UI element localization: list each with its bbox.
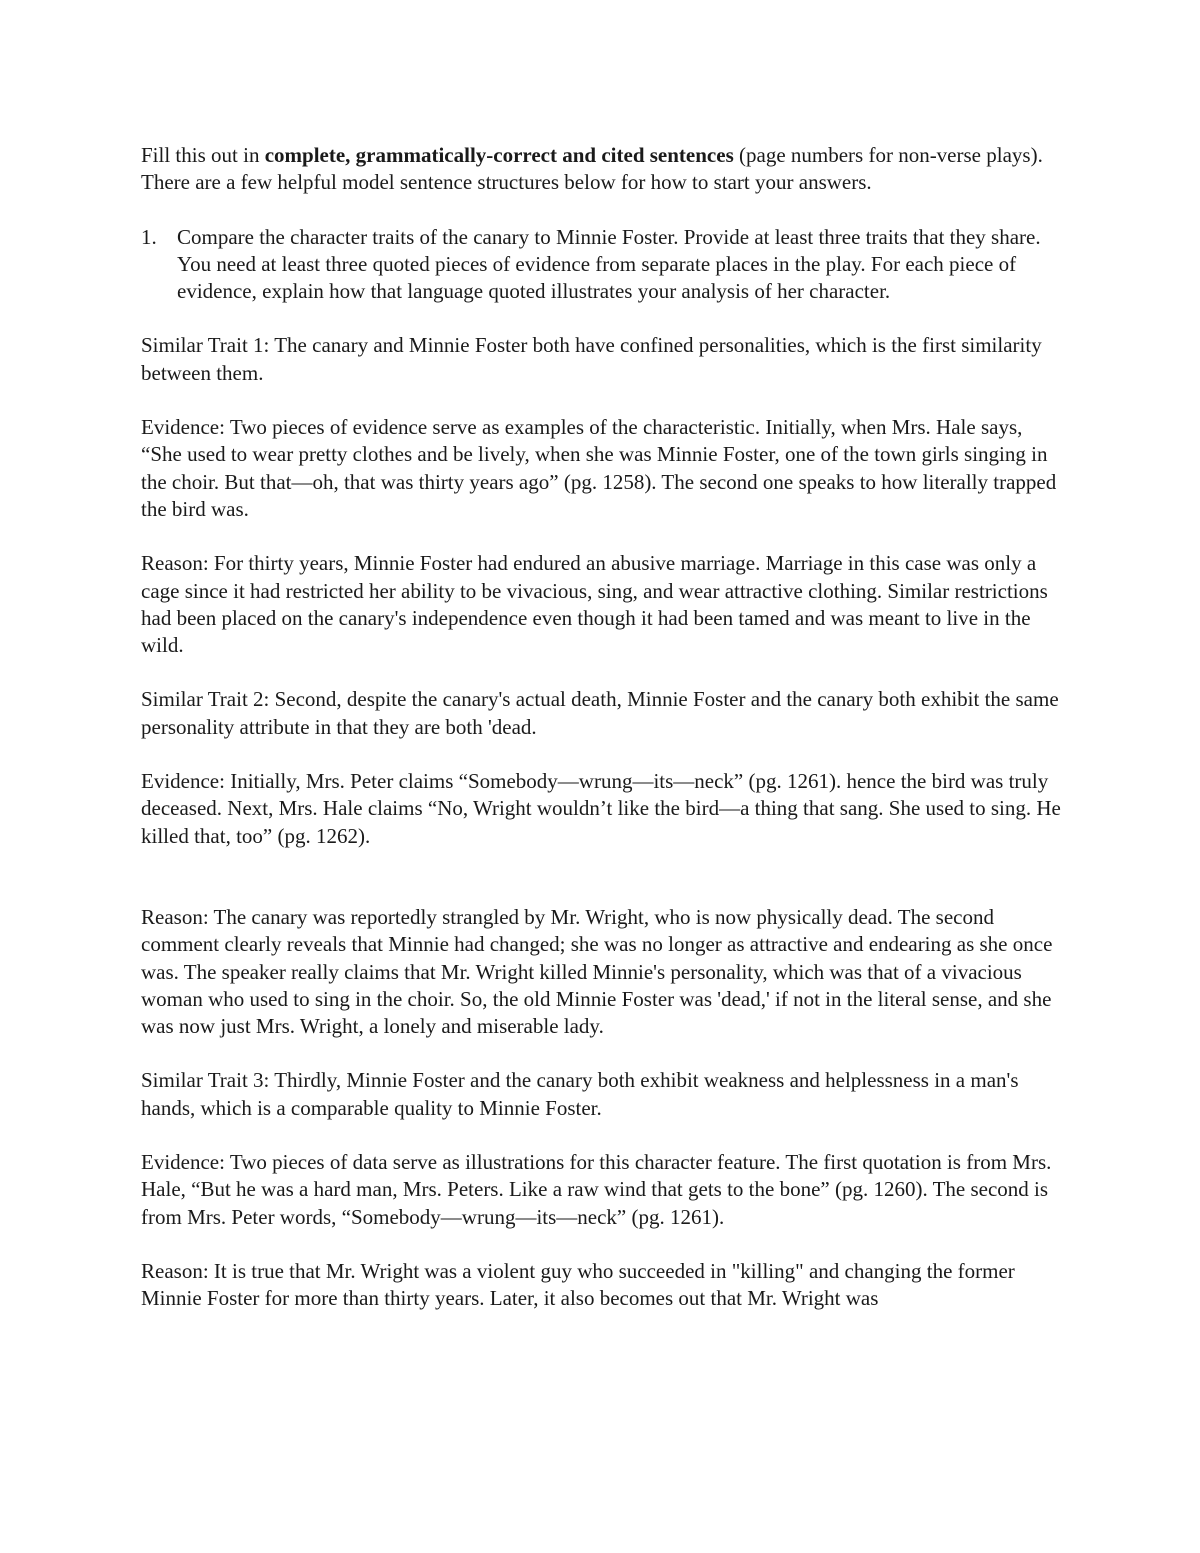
question-item [141,224,1061,306]
question-text: Compare the character traits of the canary to Minnie Foster. Provide at least three traits that they share. You need at least three quoted pieces of evidence from separate places in the play. For each piece of evidence, explain how that language quoted illustrates your analysis of her character. [177,224,1041,304]
question-list [141,224,1061,306]
trait-3-statement: Similar Trait 3: Thirdly, Minnie Foster and the canary both exhibit weakness and helplessness in a man's hands, which is a comparable quality to Minnie Foster. [141,1068,1019,1120]
intro-bold-phrase: complete, grammatically-correct and cited sentences [264,143,734,167]
trait-3-reason: Reason: It is true that Mr. Wright was a violent guy who succeeded in "killing" and changing the former Minnie Foster for more than thirty years. Later, it also becomes out that Mr. Wright was [141,1258,1015,1311]
trait-2-reason: Reason: The canary was reportedly strangled by Mr. Wright, who is now physically dead. The second comment clearly reveals that Minnie had changed; she was no longer as attractive and endearing as she once was. The speaker really claims that Mr. Wright killed Minnie's personality, which was that of a vivacious woman who used to sing in the choir. So, the old Minnie Foster was 'dead,' if not in the literal sense, and she was now just Mrs. Wright, a lonely and miserable lady. [141,904,1053,1039]
question-number: 1. [141,224,157,249]
document-body [141,142,1061,1340]
trait-1-evidence: Evidence: Two pieces of evidence serve as examples of the characteristic. Initially, when Mrs. Hale says, “She used to wear pretty clothes and be lively, when she was Minnie Foster, one of the town girls singing in the choir. But that—oh, that was thirty years ago” (pg. 1258). The second one speaks to how literally trapped the bird was. [141,415,1057,521]
intro-paragraph [141,142,1061,197]
trait-2-evidence: Evidence: Initially, Mrs. Peter claims “Somebody—wrung—its—neck” (pg. 1261). hence the bird was truly deceased. Next, Mrs. Hale claims “No, Wright wouldn’t like the bird—a thing that sang. She used to sing. He killed that, too” (pg. 1262). [141,769,1061,848]
intro-rest: (page numbers for non-verse plays). There are a few helpful model sentence structures below for how to start your answers. [141,143,1043,195]
intro-lead: Fill this out in [141,143,265,167]
trait-1-statement: Similar Trait 1: The canary and Minnie Foster both have confined personalities, which is the first similarity between them. [141,333,1042,385]
trait-3-evidence: Evidence: Two pieces of data serve as illustrations for this character feature. The first quotation is from Mrs. Hale, “But he was a hard man, Mrs. Peters. Like a raw wind that gets to the bone” (pg. 1260). The second is from Mrs. Peter words, “Somebody—wrung—its—neck” (pg. 1261). [141,1150,1052,1229]
trait-2-statement: Similar Trait 2: Second, despite the canary's actual death, Minnie Foster and the canary both exhibit the same personality attribute in that they are both 'dead. [141,687,1059,739]
trait-1-reason: Reason: For thirty years, Minnie Foster had endured an abusive marriage. Marriage in this case was only a cage since it had restricted her ability to be vivacious, sing, and wear attractive clothing. Similar restrictions had been placed on the canary's independence even though it had been tamed and was meant to live in the wild. [141,551,1048,658]
